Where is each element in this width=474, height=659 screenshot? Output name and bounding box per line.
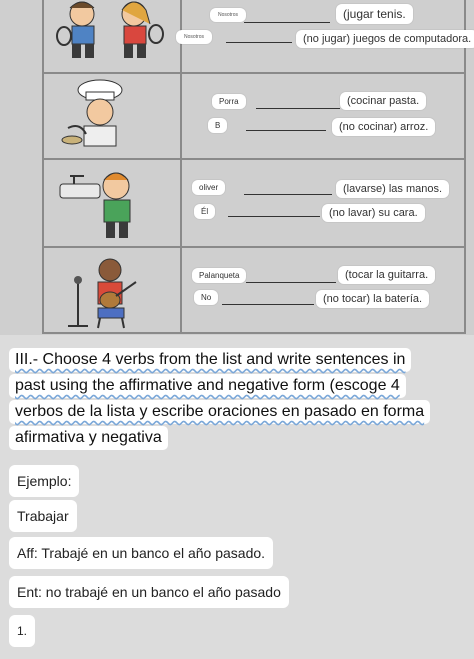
example-verb: Trabajar [9, 500, 77, 532]
subject-field: Él [194, 204, 215, 219]
answer-line [222, 304, 314, 305]
subject-field: Nosotros [176, 30, 212, 44]
subject-field: oliver [192, 180, 225, 195]
negative-example: Ent: no trabajé en un banco el año pasado [9, 576, 289, 608]
instruction-line [9, 348, 411, 372]
answer-line [256, 108, 340, 109]
example-label: Ejemplo: [9, 465, 79, 497]
washing-hands-illustration [56, 164, 148, 244]
answer-line [244, 194, 332, 195]
table-row-border [44, 158, 464, 160]
instruction-text: past using the affirmative and negative form (escoge 4 [15, 377, 400, 394]
instruction-line [9, 426, 168, 450]
answer-line [226, 42, 292, 43]
instruction-text: III.- Choose 4 verbs from the list and write sentences in [15, 351, 406, 368]
instruction-text: afirmativa y negativa [15, 429, 162, 446]
answer-line [246, 282, 336, 283]
verb-hint: (tocar la guitarra. [338, 266, 435, 284]
table-row-border [44, 246, 464, 248]
table-row-border [44, 72, 464, 74]
answer-line [228, 216, 320, 217]
answer-line [246, 130, 326, 131]
verb-hint: (no lavar) su cara. [322, 204, 425, 222]
verb-hint: (lavarse) las manos. [336, 180, 449, 198]
subject-field: Nosotros [210, 8, 246, 22]
subject-field: No [194, 290, 218, 305]
table-divider [180, 0, 182, 332]
verb-hint: (no jugar) juegos de computadora. [296, 30, 474, 48]
verb-hint: (no cocinar) arroz. [332, 118, 435, 136]
verb-hint: (cocinar pasta. [340, 92, 426, 110]
verb-hint: (no tocar) la batería. [316, 290, 429, 308]
kids-tennis-illustration [52, 0, 172, 70]
affirmative-example: Aff: Trabajé en un banco el año pasado. [9, 537, 273, 569]
answer-item-1: 1. [9, 615, 35, 647]
answer-line [244, 22, 330, 23]
instruction-text: verbos de la lista y escribe oraciones en pasado en forma [15, 403, 425, 420]
instruction-line [9, 400, 430, 424]
guitar-player-illustration [64, 252, 144, 330]
chef-illustration [60, 78, 140, 156]
instruction-line [9, 374, 406, 398]
subject-field: Porra [212, 94, 246, 109]
subject-field: Palanqueta [192, 268, 246, 283]
subject-field: B [208, 118, 227, 133]
verb-hint: (jugar tenis. [336, 4, 413, 24]
